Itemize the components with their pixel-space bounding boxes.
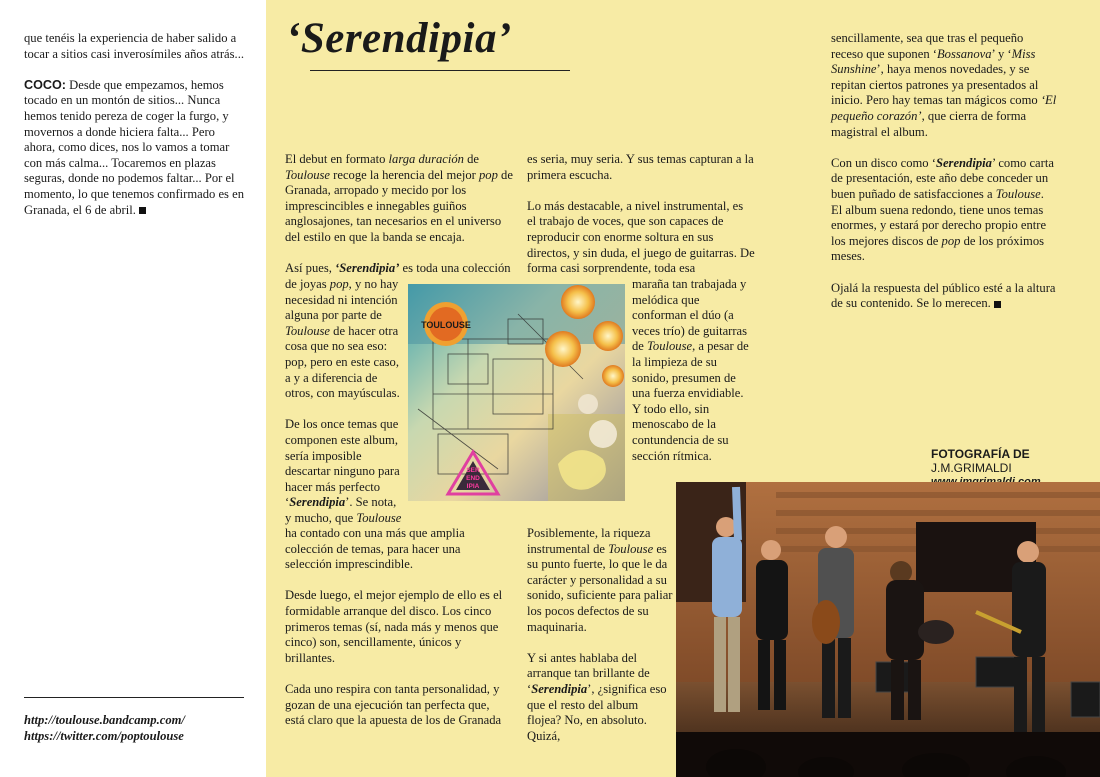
credit-label: FOTOGRAFÍA DE bbox=[931, 447, 1030, 461]
para-maraña: maraña tan trabajada y melódica que conforman el dúo (a veces trío) de guitarras de Toulouse, a pesar de la limpieza de su sonido, presumen de una fuerza envidiable. Y todo ello, sin menoscabo de la contundencia de su sección rítmica. bbox=[632, 277, 749, 463]
end-mark bbox=[994, 301, 1001, 308]
album-cover-art bbox=[408, 284, 625, 501]
links-block bbox=[24, 712, 185, 744]
para-debut: El debut en formato larga duración de Toulouse recoge la herencia del mejor pop de Granada, arropado y mecido por los imprescincibles e innegables guiños anglosajones, tan necesarios en el universo del estilo en que la banda se encaja. bbox=[285, 152, 513, 244]
title-rule bbox=[310, 70, 570, 71]
credit-name: J.M.GRIMALDI bbox=[931, 461, 1012, 475]
cover-title-2: END bbox=[466, 475, 480, 482]
cover-title-3: IPIA bbox=[466, 483, 480, 490]
para-hablaba: Y si antes hablaba del arranque tan brillante de ‘Serendipia’, ¿significa eso que el resto del album flojea? No, en absoluto. Quizá, bbox=[527, 650, 667, 743]
para-once: De los once temas que componen este album, sería imposible descartar ninguno para hacer más perfecto ‘Serendipia’. Se nota, y mucho, que Toulouse bbox=[285, 417, 402, 525]
concert-photo bbox=[676, 482, 1100, 777]
coco-answer bbox=[24, 78, 246, 218]
bandcamp-link[interactable]: http://toulouse.bandcamp.com/ bbox=[24, 713, 185, 727]
interview-intro-text: que tenéis la experiencia de haber salido a tocar a sitios casi inverosímiles años atrás... bbox=[24, 31, 244, 61]
end-mark bbox=[139, 207, 146, 214]
para-ojala: Ojalá la respuesta del público esté a la altura de su contenido. Se lo merecen. bbox=[831, 280, 1056, 311]
para-seria: es seria, muy seria. Y sus temas capturan a la primera escucha. bbox=[527, 152, 754, 182]
concert-photo-art bbox=[676, 482, 1100, 777]
left-divider bbox=[24, 697, 244, 698]
article-title: ‘Serendipia’ bbox=[286, 15, 512, 62]
para-arranque: Desde luego, el mejor ejemplo de ello es el formidable arranque del disco. Los cinco primeros temas (sí, nada más y menos que cinco) son, sencillamente, únicos y brillantes. bbox=[285, 588, 503, 665]
column-1-wrap bbox=[285, 277, 403, 542]
coco-label: COCO: bbox=[24, 77, 66, 92]
left-column bbox=[24, 31, 246, 234]
para-sencillamente: sencillamente, sea que tras el pequeño receso que suponen ‘Bossanova’ y ‘Miss Sunshine’, haya menos novedades, y se repitan ciertos patrones ya presentados al inicio. Pero hay temas tan mágicos como ‘El pequeño corazón’, que cierra de forma magistral el album. bbox=[831, 31, 1057, 139]
column-3 bbox=[831, 31, 1057, 327]
column-2-bottom bbox=[527, 526, 673, 760]
cover-band-name: TOULOUSE bbox=[421, 320, 471, 330]
para-joyas: de joyas pop, y no hay necesidad ni intención alguna por parte de Toulouse de hacer otra cosa que no sea eso: pop, pero en este caso, a y a diferencia de otros, con mayúsculas. bbox=[285, 277, 400, 401]
para-contado: ha contado con una más que amplia colección de temas, para hacer una selección imprescindible. bbox=[285, 526, 465, 572]
column-1-bottom bbox=[285, 526, 510, 744]
column-2-wrap bbox=[632, 277, 754, 464]
para-cada: Cada uno respira con tanta personalidad, y gozan de una ejecución tan perfecta que, está claro que la apuesta de los de Granada bbox=[285, 681, 502, 728]
para-riqueza: Posiblemente, la riqueza instrumental de Toulouse es su punto fuerte, lo que le da carácter y personalidad a su sonido, suficiente para paliar los pocos defectos de su maquinaria. bbox=[527, 526, 673, 634]
para-con-un-disco: Con un disco como ‘Serendipia’ como carta de presentación, este año debe conceder un buen puñado de satisfacciones a Toulouse. El album suena redondo, tiene unos temas enormes, y estará por derecho propio entre los mejores discos de pop de los próximos meses. bbox=[831, 155, 1054, 264]
cover-title-1: SER bbox=[466, 467, 480, 474]
para-voces: Lo más destacable, a nivel instrumental, es el trabajo de voces, que son capaces de reproducir con enorme soltura en sus directos, y sin duda, el juego de guitarras. De forma casi sorprendente, toda esa bbox=[527, 198, 755, 276]
coco-text: Desde que empezamos, hemos tocado en un montón de sitios... Nunca hemos tenido pereza de coger la furgo, y movernos a donde hiciera falta... Pero ahora, como dices, nos lo vamos a tomar con más calma... Tocaremos en plazas seguras, donde no podemos faltar... Por el momento, lo que tenemos confirmado es en Granada, el 6 de abril. bbox=[24, 77, 244, 217]
para-asi: Así pues, ‘Serendipia’ es toda una colección bbox=[285, 261, 511, 276]
credit-line bbox=[931, 447, 1100, 475]
column-2-top bbox=[527, 152, 755, 277]
interview-intro bbox=[24, 31, 246, 62]
column-1-top bbox=[285, 152, 515, 277]
album-cover bbox=[408, 284, 625, 501]
twitter-link[interactable]: https://twitter.com/poptoulouse bbox=[24, 729, 184, 743]
